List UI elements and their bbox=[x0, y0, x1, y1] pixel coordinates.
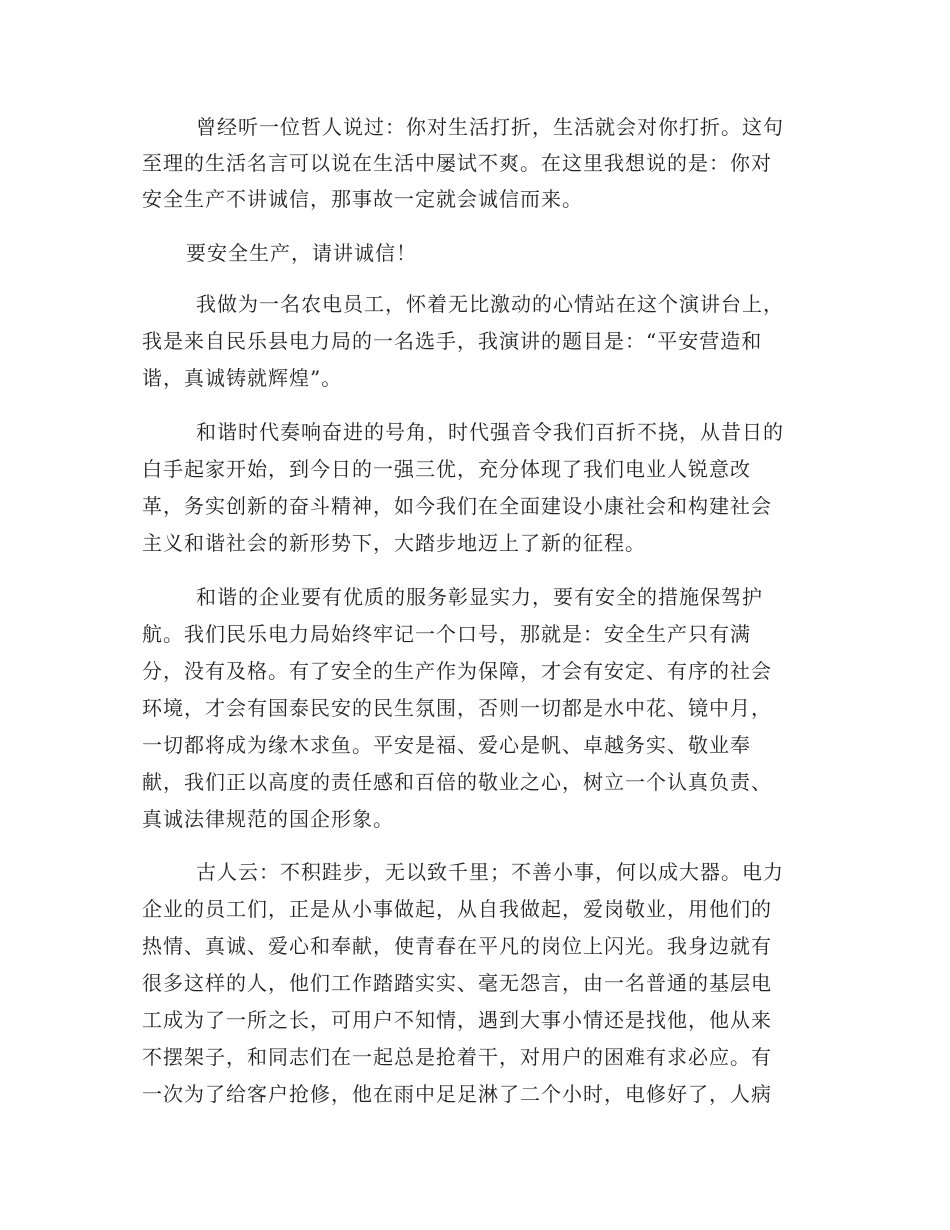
text-line: 和谐的企业要有优质的服务彰显实力，要有安全的措施保驾护 bbox=[196, 585, 763, 609]
text-line: 曾经听一位哲人说过：你对生活打折，生活就会对你打折。这句 bbox=[196, 115, 784, 139]
text-line: 真诚法律规范的国企形象。 bbox=[142, 807, 394, 831]
text-line: 和谐时代奏响奋进的号角，时代强音令我们百折不挠，从昔日的 bbox=[196, 420, 784, 444]
text-line: 热情、真诚、爱心和奉献，使青春在平凡的岗位上闪光。我身边就有 bbox=[142, 934, 772, 958]
text-line: 分，没有及格。有了安全的生产作为保障，才会有安定、有序的社会 bbox=[142, 659, 772, 683]
text-line: 不摆架子，和同志们在一起总是抢着干，对用户的困难有求必应。有 bbox=[142, 1045, 772, 1069]
text-line: 要安全生产，请讲诚信！ bbox=[186, 241, 417, 265]
text-line: 白手起家开始，到今日的一强三优，充分体现了我们电业人锐意改 bbox=[142, 457, 751, 481]
text-line: 主义和谐社会的新形势下，大踏步地迈上了新的征程。 bbox=[142, 531, 646, 555]
text-line: 安全生产不讲诚信，那事故一定就会诚信而来。 bbox=[142, 187, 583, 211]
text-line: 企业的员工们，正是从小事做起，从自我做起，爱岗敬业，用他们的 bbox=[142, 897, 772, 921]
text-line: 一切都将成为缘木求鱼。平安是福、爱心是帆、卓越务实、敬业奉 bbox=[142, 733, 751, 757]
text-line: 环境，才会有国泰民安的民生氛围，否则一切都是水中花、镜中月， bbox=[142, 696, 772, 720]
text-line: 革，务实创新的奋斗精神，如今我们在全面建设小康社会和构建社会 bbox=[142, 494, 772, 518]
text-line: 至理的生活名言可以说在生活中屡试不爽。在这里我想说的是：你对 bbox=[142, 151, 772, 175]
text-line: 航。我们民乐电力局始终牢记一个口号，那就是：安全生产只有满 bbox=[142, 622, 751, 646]
text-line: 谐，真诚铸就辉煌”。 bbox=[142, 366, 343, 390]
text-line: 很多这样的人，他们工作踏踏实实、毫无怨言，由一名普通的基层电 bbox=[142, 971, 772, 995]
text-line: 献，我们正以高度的责任感和百倍的敬业之心，树立一个认真负责、 bbox=[142, 770, 772, 794]
text-line: 一次为了给客户抢修，他在雨中足足淋了二个小时，电修好了，人病 bbox=[142, 1082, 772, 1106]
text-line: 古人云：不积跬步，无以致千里；不善小事，何以成大器。电力 bbox=[196, 860, 784, 884]
text-line: 工成为了一所之长，可用户不知情，遇到大事小情还是找他，他从来 bbox=[142, 1008, 772, 1032]
text-line: 我是来自民乐县电力局的一名选手，我演讲的题目是：“平安营造和 bbox=[142, 329, 763, 353]
text-line: 我做为一名农电员工，怀着无比激动的心情站在这个演讲台上， bbox=[196, 292, 784, 316]
